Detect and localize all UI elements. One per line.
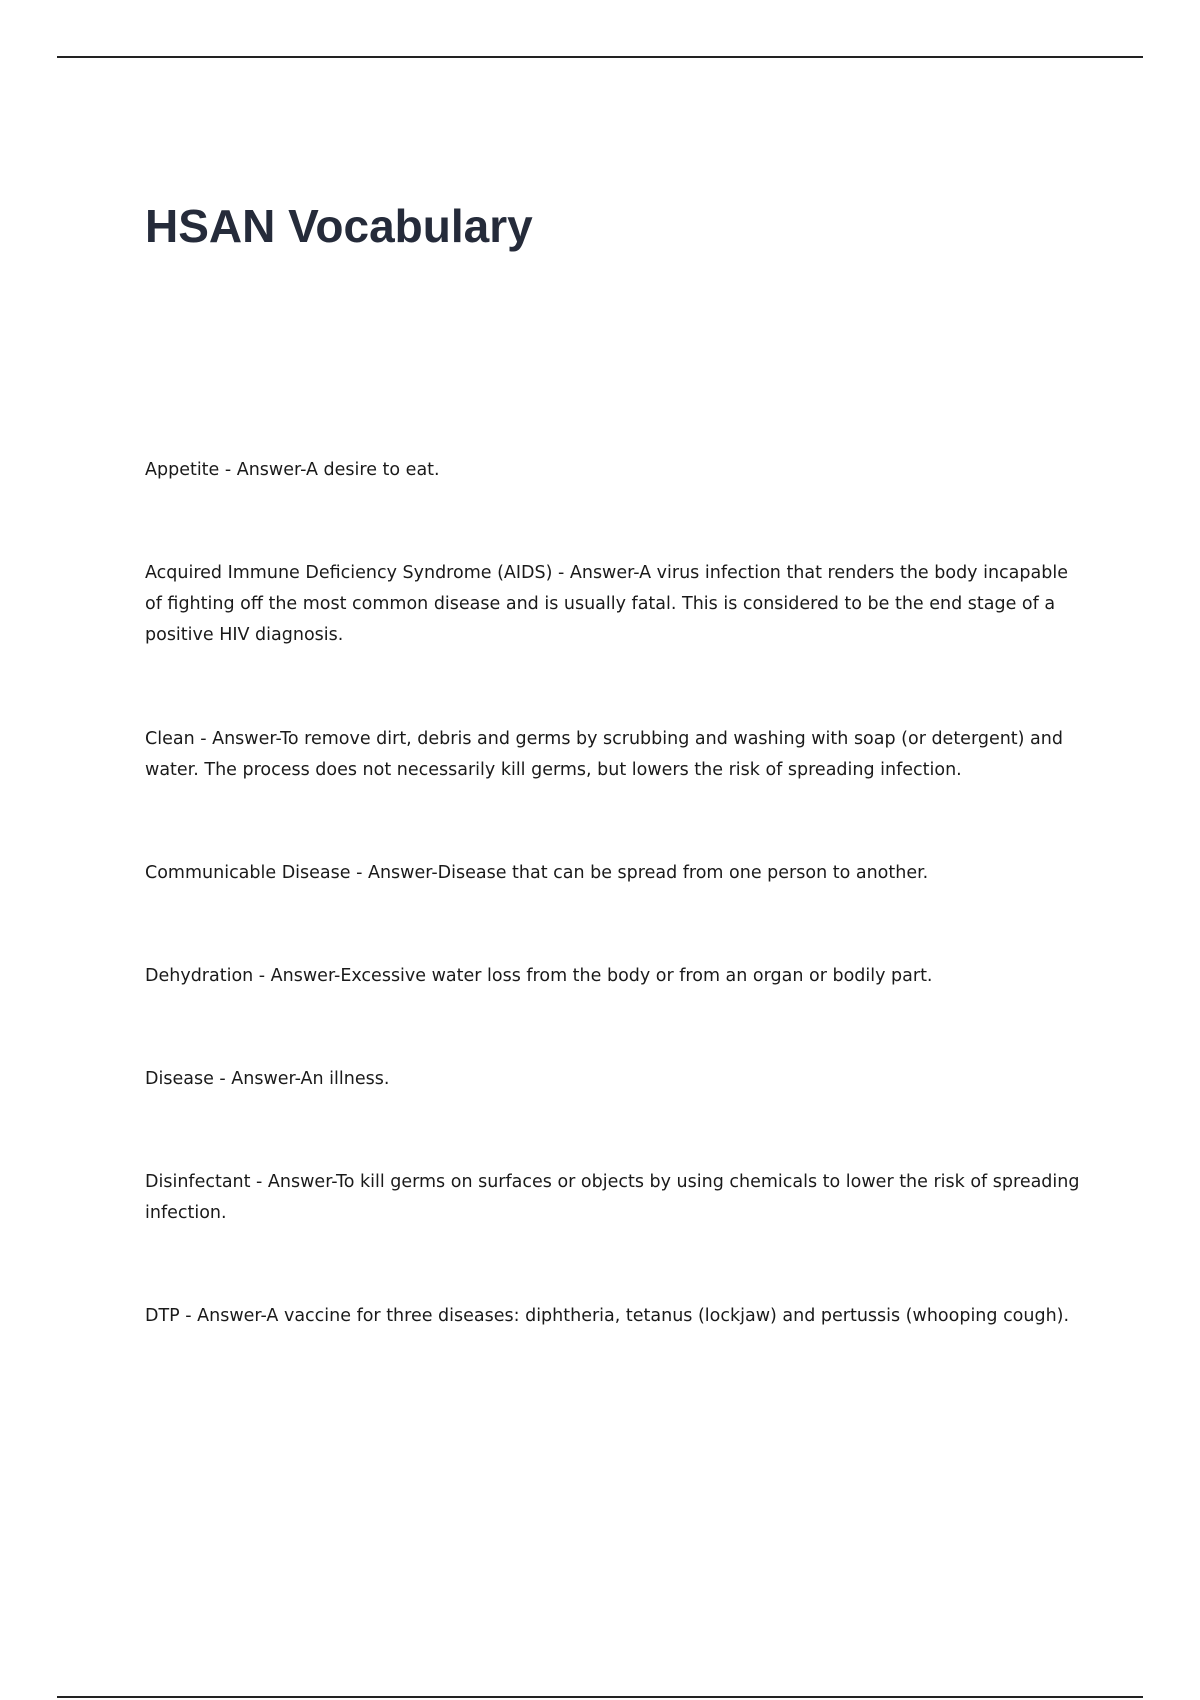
vocabulary-entry-appetite: Appetite - Answer-A desire to eat. [145,460,440,480]
vocabulary-entry-disinfectant: Disinfectant - Answer-To kill germs on surfaces or objects by using chemicals to lower the risk of spreading infection. [145,1172,1080,1223]
vocabulary-entry-dehydration: Dehydration - Answer-Excessive water loss from the body or from an organ or bodily part. [145,966,933,986]
vocabulary-entry-disease: Disease - Answer-An illness. [145,1069,390,1089]
top-divider [57,56,1143,58]
vocabulary-entry-aids: Acquired Immune Deficiency Syndrome (AIDS) - Answer-A virus infection that renders the body incapable of fighting off the most common disease and is usually fatal. This is considered to be the end stage of a positive HIV diagnosis. [145,563,1068,645]
vocabulary-entry-clean: Clean - Answer-To remove dirt, debris and germs by scrubbing and washing with soap (or detergent) and water. The process does not necessarily kill germs, but lowers the risk of spreading infection. [145,729,1063,780]
vocabulary-entry-dtp: DTP - Answer-A vaccine for three diseases: diphtheria, tetanus (lockjaw) and pertussis (whooping cough). [145,1306,1070,1326]
bottom-divider [57,1696,1143,1698]
vocabulary-entry-communicable-disease: Communicable Disease - Answer-Disease that can be spread from one person to another. [145,863,929,883]
page-title: HSAN Vocabulary [145,200,533,252]
